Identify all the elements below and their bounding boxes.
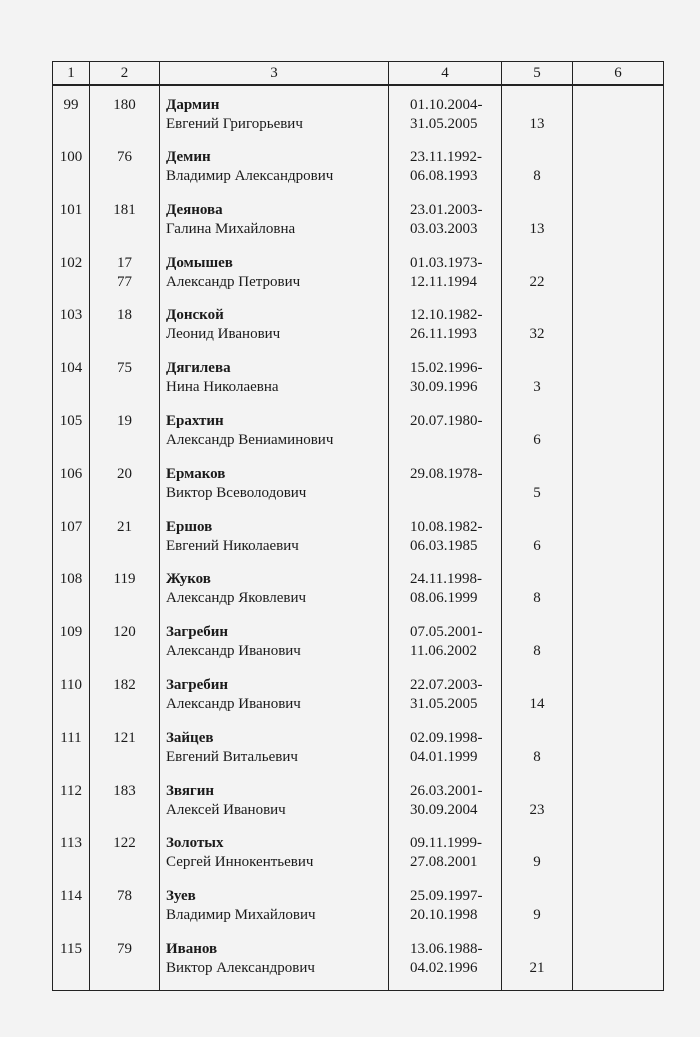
row-number-cell: 115 [53,940,90,991]
years-cell [502,676,573,729]
date-to: 11.06.2002 [410,643,477,660]
col-header-6: 6 [573,62,664,86]
years-cell [502,306,573,359]
row-number-cell: 107 [53,518,90,571]
note-cell [573,623,664,676]
note-cell [573,570,664,623]
person-name-cell [160,465,389,518]
note-cell [573,465,664,518]
years-value: 13 [529,116,545,132]
table-row [53,465,664,518]
date-from: 20.07.1980- [410,412,483,429]
person-given-names: Галина Михайловна [166,220,296,237]
person-given-names: Сергей Иннокентьевич [166,854,314,871]
note-cell [573,887,664,940]
person-name-cell [160,940,389,991]
register-table [52,61,664,991]
date-range-cell [389,623,502,676]
years-value: 8 [533,590,541,607]
person-name-cell [160,359,389,412]
date-range-cell [389,412,502,465]
note-cell [573,201,664,254]
person-name-cell [160,676,389,729]
person-given-names: Виктор Всеволодович [166,484,307,501]
date-from: 29.08.1978- [410,465,483,482]
row-number-cell: 104 [53,359,90,412]
person-surname: Ермаков [166,465,226,482]
years-cell [502,940,573,991]
table-row [53,729,664,782]
col-header-2: 2 [90,62,160,86]
row-number-cell: 112 [53,782,90,835]
record-code-cell [90,729,160,782]
table-row [53,254,664,307]
person-surname: Демин [166,149,211,165]
person-surname: Деянова [166,201,223,218]
person-name-cell [160,782,389,835]
date-range-cell [389,729,502,782]
date-from: 01.10.2004- [410,97,483,113]
years-value: 8 [533,748,541,765]
table-row [53,834,664,887]
date-to: 20.10.1998 [410,907,478,924]
date-to: 04.01.1999 [410,748,478,765]
person-name-cell [160,201,389,254]
date-from: 12.10.1982- [410,307,483,324]
record-code-cell [90,148,160,201]
person-surname: Дармин [166,97,220,113]
person-given-names: Виктор Александрович [166,959,315,976]
years-cell [502,254,573,307]
date-from: 10.08.1982- [410,518,483,535]
record-code: 76 [117,149,132,165]
note-cell [573,85,664,148]
record-code-cell [90,465,160,518]
person-given-names: Евгений Витальевич [166,748,298,765]
date-range-cell [389,306,502,359]
date-from: 13.06.1988- [410,940,483,957]
record-code: 79 [117,940,132,957]
header-row [53,62,664,86]
date-to: 08.06.1999 [410,590,478,607]
years-cell [502,148,573,201]
person-surname: Иванов [166,940,218,957]
date-from: 23.11.1992- [410,149,482,165]
date-to: 04.02.1996 [410,959,478,976]
years-value: 5 [533,484,541,501]
date-range-cell [389,201,502,254]
table-row [53,412,664,465]
years-value: 8 [533,168,541,184]
table-row [53,940,664,991]
person-surname: Домышев [166,254,233,271]
record-code-cell [90,834,160,887]
row-number-cell: 108 [53,570,90,623]
person-name-cell [160,518,389,571]
record-code: 181 [113,201,136,218]
note-cell [573,306,664,359]
date-range-cell [389,465,502,518]
person-surname: Жуков [166,571,211,588]
date-range-cell [389,148,502,201]
years-value: 22 [529,273,545,290]
person-given-names: Александр Петрович [166,273,301,290]
col-header-5: 5 [502,62,573,86]
years-cell [502,570,573,623]
table-row [53,518,664,571]
date-to: 31.05.2005 [410,116,478,132]
person-name-cell [160,623,389,676]
table-row [53,676,664,729]
record-code-cell [90,412,160,465]
note-cell [573,729,664,782]
record-code: 18 [117,307,132,324]
years-value: 6 [533,431,541,448]
person-name-cell [160,412,389,465]
table-row [53,623,664,676]
person-given-names: Александр Вениаминович [166,431,334,448]
col-header-3: 3 [160,62,389,86]
years-value: 9 [533,907,541,924]
date-to [410,484,501,503]
table-row [53,887,664,940]
record-code: 78 [117,888,132,905]
date-from: 01.03.1973- [410,254,483,271]
record-code: 119 [113,571,136,588]
record-code: 19 [117,412,132,429]
record-code-cell [90,676,160,729]
record-code-cell [90,940,160,991]
years-cell [502,623,573,676]
table-row [53,201,664,254]
record-code-cell [90,201,160,254]
person-name-cell [160,306,389,359]
date-to: 03.03.2003 [410,220,478,237]
person-surname: Донской [166,307,224,324]
date-range-cell [389,887,502,940]
years-value: 3 [533,379,541,396]
years-cell [502,782,573,835]
date-from: 25.09.1997- [410,888,483,905]
row-number-cell: 99 [53,85,90,148]
person-name-cell [160,254,389,307]
date-range-cell [389,940,502,991]
row-number-cell: 101 [53,201,90,254]
date-range-cell [389,676,502,729]
person-given-names: Владимир Александрович [166,168,334,184]
person-surname: Зуев [166,888,196,905]
years-value: 9 [533,854,541,871]
person-name-cell [160,729,389,782]
person-surname: Загребин [166,624,229,641]
person-given-names: Леонид Иванович [166,326,281,343]
date-range-cell [389,782,502,835]
note-cell [573,676,664,729]
person-name-cell [160,148,389,201]
date-range-cell [389,518,502,571]
date-to: 06.08.1993 [410,168,478,184]
record-code-cell [90,254,160,307]
record-code-cell [90,306,160,359]
record-code-cell [90,359,160,412]
record-code: 21 [117,518,132,535]
person-name-cell [160,85,389,148]
record-code-cell [90,570,160,623]
row-number-cell: 105 [53,412,90,465]
person-given-names: Владимир Михайлович [166,907,316,924]
person-surname: Дягилева [166,360,231,377]
note-cell [573,148,664,201]
row-number-cell: 111 [53,729,90,782]
date-from: 26.03.2001- [410,782,483,799]
person-name-cell [160,834,389,887]
years-value: 13 [529,220,545,237]
date-from: 23.01.2003- [410,201,483,218]
record-code: 75 [117,360,132,377]
row-number-cell: 106 [53,465,90,518]
date-from: 07.05.2001- [410,624,483,641]
record-code-cell [90,518,160,571]
table-row [53,148,664,201]
date-to: 31.05.2005 [410,695,478,712]
years-cell [502,201,573,254]
years-cell [502,465,573,518]
record-code: 17 [117,254,132,271]
col-header-1: 1 [53,62,90,86]
years-value: 21 [529,959,545,976]
record-code: 183 [113,782,136,799]
row-number-cell: 103 [53,306,90,359]
record-code: 122 [113,835,136,852]
years-cell [502,359,573,412]
record-code-cell [90,623,160,676]
row-number-cell: 110 [53,676,90,729]
person-surname: Звягин [166,782,215,799]
years-cell [502,887,573,940]
person-name-cell [160,570,389,623]
row-number-cell: 113 [53,834,90,887]
person-given-names: Александр Иванович [166,695,301,712]
date-to: 06.03.1985 [410,537,478,554]
person-name-cell [160,887,389,940]
date-to: 30.09.1996 [410,379,478,396]
person-given-names: Евгений Николаевич [166,537,299,554]
date-range-cell [389,254,502,307]
person-surname: Зайцев [166,729,214,746]
row-number-cell: 109 [53,623,90,676]
person-surname: Золотых [166,835,224,852]
record-code: 182 [113,676,136,693]
note-cell [573,359,664,412]
table-row [53,570,664,623]
col-header-4: 4 [389,62,502,86]
years-value: 8 [533,643,541,660]
date-from: 15.02.1996- [410,360,483,377]
person-given-names: Нина Николаевна [166,379,279,396]
years-value: 32 [529,326,545,343]
date-to: 30.09.2004 [410,801,478,818]
note-cell [573,834,664,887]
person-surname: Ершов [166,518,213,535]
years-value: 6 [533,537,541,554]
person-surname: Ерахтин [166,412,224,429]
date-range-cell [389,570,502,623]
record-code: 121 [113,729,136,746]
person-given-names: Александр Яковлевич [166,590,307,607]
note-cell [573,412,664,465]
person-given-names: Алексей Иванович [166,801,286,818]
person-given-names: Александр Иванович [166,643,301,660]
person-given-names: Евгений Григорьевич [166,116,303,132]
years-cell [502,85,573,148]
years-cell [502,412,573,465]
date-to: 12.11.1994 [410,273,477,290]
date-range-cell [389,359,502,412]
table-row [53,359,664,412]
years-cell [502,518,573,571]
date-to [410,431,501,450]
date-from: 02.09.1998- [410,729,483,746]
date-range-cell [389,85,502,148]
date-from: 22.07.2003- [410,676,483,693]
record-code-cell [90,887,160,940]
years-cell [502,729,573,782]
date-range-cell [389,834,502,887]
table-row [53,306,664,359]
note-cell [573,254,664,307]
record-code-cell [90,85,160,148]
record-code: 180 [113,97,136,113]
years-cell [502,834,573,887]
years-value: 14 [529,695,545,712]
date-from: 09.11.1999- [410,835,482,852]
date-to: 26.11.1993 [410,326,477,343]
table-row [53,782,664,835]
row-number-cell: 102 [53,254,90,307]
years-value: 23 [529,801,545,818]
person-surname: Загребин [166,676,229,693]
record-code: 20 [117,465,132,482]
note-cell [573,940,664,991]
note-cell [573,518,664,571]
record-code: 120 [113,624,136,641]
row-number-cell: 114 [53,887,90,940]
date-from: 24.11.1998- [410,571,482,588]
note-cell [573,782,664,835]
table-row [53,85,664,148]
row-number-cell: 100 [53,148,90,201]
record-code-cell [90,782,160,835]
record-code: 77 [117,273,132,290]
date-to: 27.08.2001 [410,854,478,871]
